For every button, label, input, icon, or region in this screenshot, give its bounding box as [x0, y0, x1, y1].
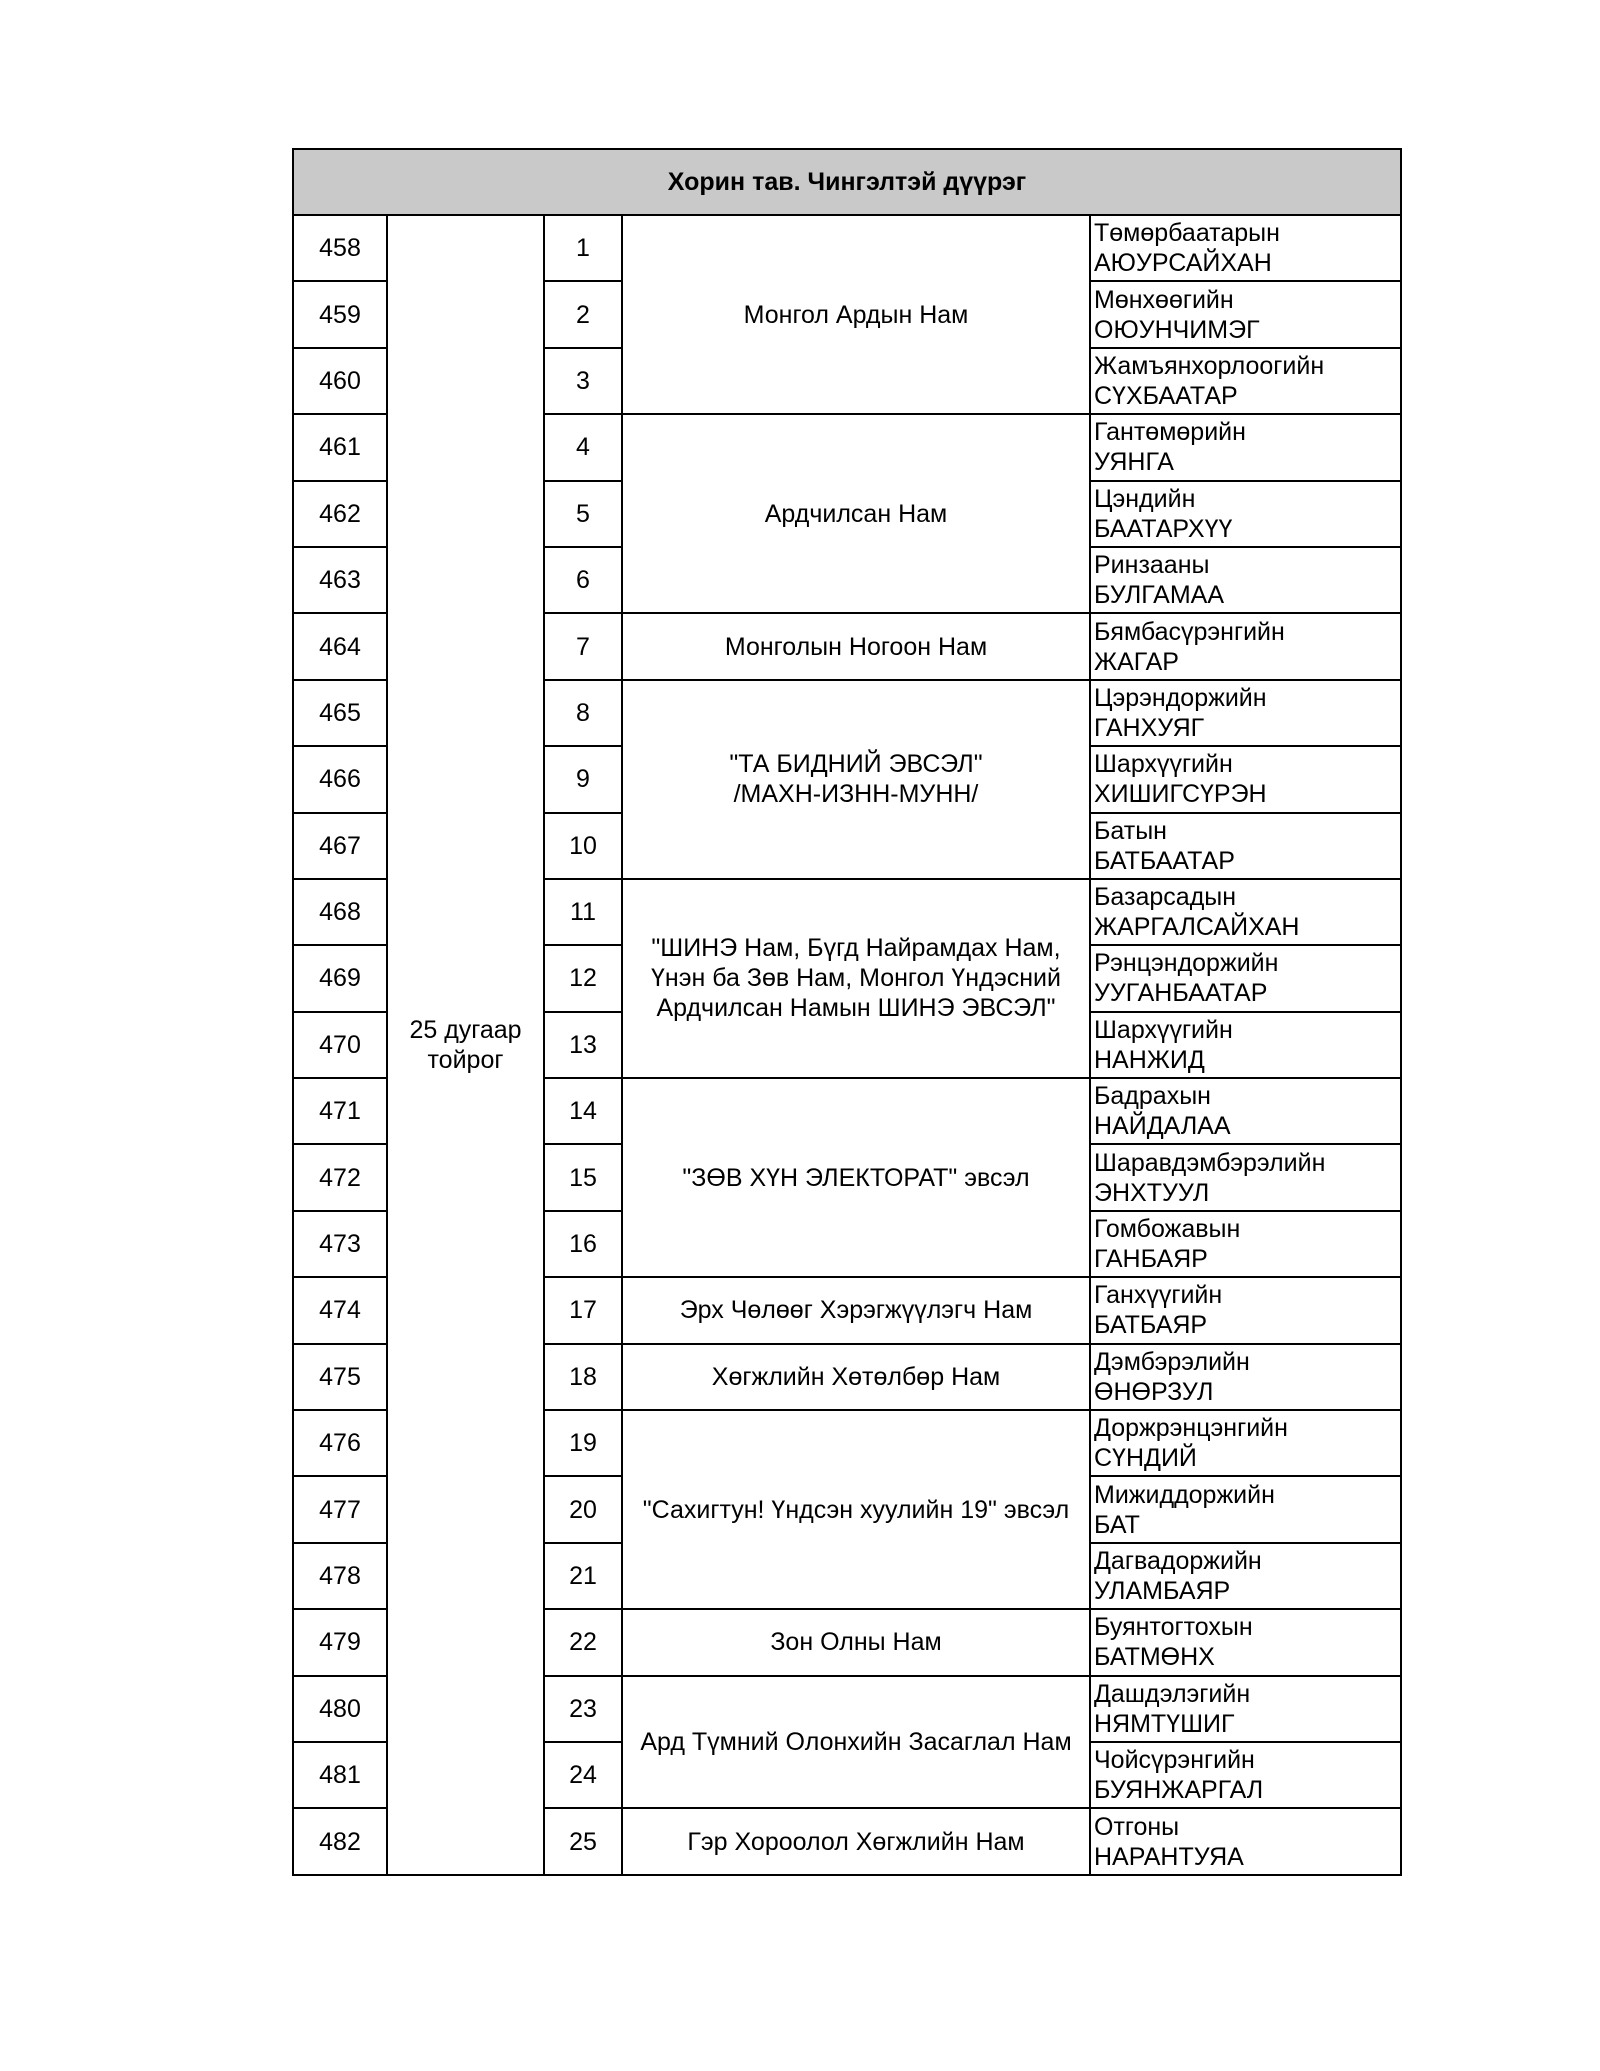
candidate-index: 20	[544, 1476, 622, 1542]
row-number: 479	[293, 1609, 387, 1675]
candidate-family-name: БУЛГАМАА	[1094, 581, 1225, 610]
candidate-given-name: Доржрэнцэнгийн	[1094, 1414, 1288, 1443]
party-name: Хөгжлийн Хөтөлбөр Нам	[622, 1344, 1090, 1410]
party-name: Монгол Ардын Нам	[622, 215, 1090, 414]
candidate-name	[1090, 879, 1401, 945]
candidate-family-name: БАТБАЯР	[1094, 1311, 1208, 1340]
candidate-index: 14	[544, 1078, 622, 1144]
candidate-index: 12	[544, 945, 622, 1011]
candidate-given-name: Ганхүүгийн	[1094, 1281, 1223, 1310]
party-name: Ардчилсан Нам	[622, 414, 1090, 613]
candidate-name	[1090, 945, 1401, 1011]
candidate-name	[1090, 1676, 1401, 1742]
candidate-index: 4	[544, 414, 622, 480]
row-number: 481	[293, 1742, 387, 1808]
row-number: 475	[293, 1344, 387, 1410]
candidate-name	[1090, 481, 1401, 547]
candidate-family-name: НЯМТҮШИГ	[1094, 1709, 1235, 1738]
candidate-given-name: Гантөмөрийн	[1094, 418, 1246, 447]
candidate-index: 9	[544, 746, 622, 812]
candidate-index: 7	[544, 613, 622, 679]
candidate-family-name: СҮХБААТАР	[1094, 381, 1238, 410]
row-number: 461	[293, 414, 387, 480]
row-number: 469	[293, 945, 387, 1011]
candidate-given-name: Мижиддоржийн	[1094, 1480, 1275, 1509]
candidate-family-name: БАТ	[1094, 1510, 1140, 1539]
candidate-family-name: НАЙДАЛАА	[1094, 1112, 1231, 1141]
candidate-given-name: Мөнхөөгийн	[1094, 285, 1234, 314]
row-number: 458	[293, 215, 387, 281]
candidate-family-name: ХИШИГСҮРЭН	[1094, 780, 1267, 809]
row-number: 460	[293, 348, 387, 414]
candidate-index: 10	[544, 813, 622, 879]
candidate-family-name: БААТАРХҮҮ	[1094, 514, 1233, 543]
candidate-given-name: Бадрахын	[1094, 1082, 1211, 1111]
candidate-index: 21	[544, 1543, 622, 1609]
row-number: 476	[293, 1410, 387, 1476]
row-number: 480	[293, 1676, 387, 1742]
candidate-family-name: БАТМӨНХ	[1094, 1643, 1215, 1672]
candidate-index: 11	[544, 879, 622, 945]
candidate-index: 6	[544, 547, 622, 613]
candidate-name	[1090, 613, 1401, 679]
party-name: Монголын Ногоон Нам	[622, 613, 1090, 679]
candidate-index: 19	[544, 1410, 622, 1476]
district-cell: 25 дугаар тойрог	[387, 215, 544, 1875]
candidate-given-name: Дагвадоржийн	[1094, 1547, 1262, 1575]
party-name: "ТА БИДНИЙ ЭВСЭЛ" /МАХН-ИЗНН-МУНН/	[622, 680, 1090, 879]
row-number: 463	[293, 547, 387, 613]
party-name: Эрх Чөлөөг Хэрэгжүүлэгч Нам	[622, 1277, 1090, 1343]
candidate-given-name: Чойсүрэнгийн	[1094, 1746, 1255, 1775]
candidate-given-name: Цэндийн	[1094, 484, 1196, 513]
table-row	[293, 215, 1401, 281]
candidate-index: 17	[544, 1277, 622, 1343]
candidate-table	[292, 148, 1402, 1876]
row-number: 459	[293, 281, 387, 347]
candidate-family-name: УЯНГА	[1094, 448, 1174, 477]
candidate-index: 25	[544, 1808, 622, 1874]
candidate-given-name: Гомбожавын	[1094, 1215, 1241, 1244]
candidate-given-name: Шархүүгийн	[1094, 750, 1233, 779]
candidate-name	[1090, 1410, 1401, 1476]
candidate-given-name: Шаравдэмбэрэлийн	[1094, 1148, 1326, 1177]
candidate-index: 15	[544, 1144, 622, 1210]
candidate-name	[1090, 1211, 1401, 1277]
row-number: 465	[293, 680, 387, 746]
row-number: 482	[293, 1808, 387, 1874]
candidate-name	[1090, 414, 1401, 480]
candidate-family-name: АЮУРСАЙХАН	[1094, 249, 1272, 278]
candidate-name	[1090, 1543, 1401, 1609]
candidate-family-name: НАНЖИД	[1094, 1045, 1205, 1074]
candidate-name	[1090, 1742, 1401, 1808]
candidate-given-name: Батын	[1094, 816, 1167, 845]
candidate-name	[1090, 215, 1401, 281]
candidate-family-name: ЭНХТУУЛ	[1094, 1178, 1210, 1207]
candidate-name	[1090, 1277, 1401, 1343]
candidate-name	[1090, 348, 1401, 414]
candidate-name	[1090, 680, 1401, 746]
candidate-given-name: Базарсадын	[1094, 883, 1237, 912]
row-number: 474	[293, 1277, 387, 1343]
party-name: "ШИНЭ Нам, Бүгд Найрамдах Нам, Үнэн ба Зөв Нам, Монгол Үндэсний Ардчилсан Намын ШИНЭ ЭВСЭЛ"	[622, 879, 1090, 1078]
candidate-index: 3	[544, 348, 622, 414]
candidate-name	[1090, 1344, 1401, 1410]
candidate-name	[1090, 746, 1401, 812]
candidate-index: 8	[544, 680, 622, 746]
table-title: Хорин тав. Чингэлтэй дүүрэг	[293, 149, 1401, 215]
row-number: 462	[293, 481, 387, 547]
candidate-name	[1090, 547, 1401, 613]
candidate-given-name: Рэнцэндоржийн	[1094, 949, 1279, 978]
candidate-name	[1090, 1808, 1401, 1874]
candidate-index: 1	[544, 215, 622, 281]
row-number: 467	[293, 813, 387, 879]
candidate-index: 23	[544, 1676, 622, 1742]
candidate-index: 22	[544, 1609, 622, 1675]
row-number: 473	[293, 1211, 387, 1277]
candidate-given-name: Буянтогтохын	[1094, 1613, 1253, 1642]
candidate-name	[1090, 1144, 1401, 1210]
candidate-given-name: Отгоны	[1094, 1812, 1180, 1841]
candidate-index: 5	[544, 481, 622, 547]
candidate-index: 16	[544, 1211, 622, 1277]
candidate-given-name: Шархүүгийн	[1094, 1015, 1233, 1044]
candidate-name	[1090, 1012, 1401, 1078]
candidate-family-name: ЖАГАР	[1094, 647, 1179, 676]
candidate-name	[1090, 1609, 1401, 1675]
candidate-index: 2	[544, 281, 622, 347]
candidate-name	[1090, 1078, 1401, 1144]
candidate-given-name: Ринзааны	[1094, 551, 1210, 580]
row-number: 470	[293, 1012, 387, 1078]
party-name: "Сахигтун! Үндсэн хуулийн 19" эвсэл	[622, 1410, 1090, 1609]
candidate-name	[1090, 813, 1401, 879]
candidate-given-name: Бямбасүрэнгийн	[1094, 617, 1285, 646]
party-name: "ЗӨВ ХҮН ЭЛЕКТОРАТ" эвсэл	[622, 1078, 1090, 1277]
candidate-index: 24	[544, 1742, 622, 1808]
party-name: Зон Олны Нам	[622, 1609, 1090, 1675]
row-number: 468	[293, 879, 387, 945]
candidate-family-name: ӨНӨРЗУЛ	[1094, 1377, 1214, 1406]
party-name: Гэр Хороолол Хөгжлийн Нам	[622, 1808, 1090, 1874]
candidate-given-name: Цэрэндоржийн	[1094, 683, 1267, 712]
row-number: 466	[293, 746, 387, 812]
row-number: 477	[293, 1476, 387, 1542]
candidate-index: 18	[544, 1344, 622, 1410]
party-name: Ард Түмний Олонхийн Засаглал Нам	[622, 1676, 1090, 1809]
row-number: 471	[293, 1078, 387, 1144]
candidate-family-name: ГАНБАЯР	[1094, 1245, 1208, 1274]
candidate-family-name: УЛАМБАЯР	[1094, 1577, 1231, 1605]
candidate-family-name: БАТБААТАР	[1094, 846, 1235, 875]
candidate-index: 13	[544, 1012, 622, 1078]
candidate-given-name: Дашдэлэгийн	[1094, 1679, 1251, 1708]
candidate-family-name: БУЯНЖАРГАЛ	[1094, 1776, 1264, 1805]
row-number: 472	[293, 1144, 387, 1210]
row-number: 464	[293, 613, 387, 679]
row-number: 478	[293, 1543, 387, 1609]
candidate-family-name: УУГАНБААТАР	[1094, 979, 1268, 1008]
candidate-given-name: Төмөрбаатарын	[1094, 219, 1280, 248]
candidate-name	[1090, 281, 1401, 347]
title-row	[293, 149, 1401, 215]
candidate-family-name: НАРАНТУЯА	[1094, 1842, 1244, 1871]
candidate-family-name: ОЮУНЧИМЭГ	[1094, 315, 1260, 344]
candidate-given-name: Дэмбэрэлийн	[1094, 1347, 1250, 1376]
candidate-given-name: Жамъянхорлоогийн	[1094, 351, 1325, 380]
candidate-family-name: СҮНДИЙ	[1094, 1444, 1197, 1473]
candidate-family-name: ГАНХУЯГ	[1094, 713, 1205, 742]
candidate-name	[1090, 1476, 1401, 1542]
candidate-family-name: ЖАРГАЛСАЙХАН	[1094, 913, 1300, 942]
